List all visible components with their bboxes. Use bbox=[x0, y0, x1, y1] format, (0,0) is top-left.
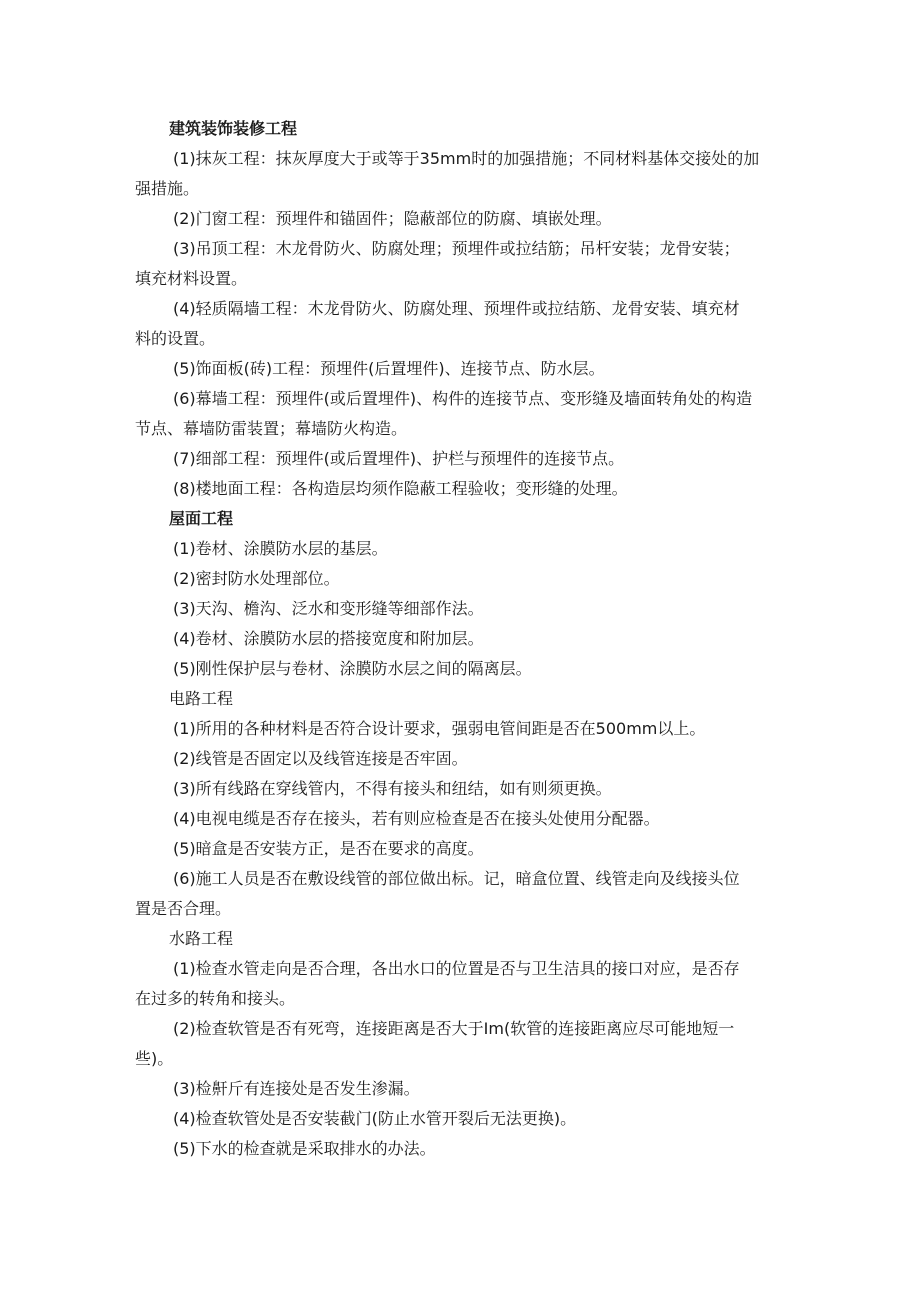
list-item: (4)检查软管处是否安装截门(防止水管开裂后无法更换)。 bbox=[173, 1109, 577, 1128]
list-item: (5)暗盒是否安装方正，是否在要求的高度。 bbox=[173, 839, 484, 858]
list-item: (2)检查软管是否有死弯，连接距离是否大于Im(软管的连接距离应尽可能地短一 bbox=[173, 1019, 735, 1038]
list-item: (5)饰面板(砖)工程：预埋件(后置埋件)、连接节点、防水层。 bbox=[173, 359, 605, 378]
list-item: (6)幕墙工程：预埋件(或后置埋件)、构件的连接节点、变形缝及墙面转角处的构造 bbox=[173, 389, 753, 408]
document-body bbox=[135, 114, 790, 1164]
section-heading: 电路工程 bbox=[169, 689, 234, 708]
section-heading: 水路工程 bbox=[169, 929, 234, 948]
list-item: (4)卷材、涂膜防水层的搭接宽度和附加层。 bbox=[173, 629, 484, 648]
list-item: (5)刚性保护层与卷材、涂膜防水层之间的隔离层。 bbox=[173, 659, 532, 678]
list-item: (1)所用的各种材料是否符合设计要求，强弱电管间距是否在500mm以上。 bbox=[173, 719, 706, 738]
list-item-continuation: 在过多的转角和接头。 bbox=[135, 989, 296, 1008]
section-decoration bbox=[135, 114, 790, 504]
list-item: (8)楼地面工程：各构造层均须作隐蔽工程验收；变形缝的处理。 bbox=[173, 479, 628, 498]
section-heading: 建筑装饰装修工程 bbox=[169, 119, 298, 138]
list-item: (2)密封防水处理部位。 bbox=[173, 569, 340, 588]
list-item-continuation: 填充材料设置。 bbox=[135, 269, 248, 288]
section-heading: 屋面工程 bbox=[169, 509, 234, 528]
section-electrical bbox=[135, 684, 790, 924]
list-item: (3)天沟、檐沟、泛水和变形缝等细部作法。 bbox=[173, 599, 484, 618]
list-item: (1)抹灰工程：抹灰厚度大于或等于35mm时的加强措施；不同材料基体交接处的加 bbox=[173, 149, 760, 168]
list-item-continuation: 强措施。 bbox=[135, 179, 200, 198]
list-item-continuation: 料的设置。 bbox=[135, 329, 216, 348]
list-item: (2)门窗工程：预埋件和锚固件；隐蔽部位的防腐、填嵌处理。 bbox=[173, 209, 612, 228]
list-item: (7)细部工程：预埋件(或后置埋件)、护栏与预埋件的连接节点。 bbox=[173, 449, 625, 468]
list-item: (6)施工人员是否在敷设线管的部位做出标。记，暗盒位置、线管走向及线接头位 bbox=[173, 869, 740, 888]
list-item: (1)检查水管走向是否合理，各出水口的位置是否与卫生洁具的接口对应，是否存 bbox=[173, 959, 740, 978]
list-item: (3)吊顶工程：木龙骨防火、防腐处理；预埋件或拉结筋；吊杆安装；龙骨安装； bbox=[173, 239, 740, 258]
list-item: (2)线管是否固定以及线管连接是否牢固。 bbox=[173, 749, 468, 768]
list-item: (3)所有线路在穿线管内，不得有接头和纽结，如有则须更换。 bbox=[173, 779, 612, 798]
list-item: (4)电视电缆是否存在接头，若有则应检查是否在接头处使用分配器。 bbox=[173, 809, 660, 828]
section-plumbing bbox=[135, 924, 790, 1164]
list-item: (4)轻质隔墙工程：木龙骨防火、防腐处理、预埋件或拉结筋、龙骨安装、填充材 bbox=[173, 299, 740, 318]
list-item: (5)下水的检查就是采取排水的办法。 bbox=[173, 1139, 436, 1158]
list-item-continuation: 置是否合理。 bbox=[135, 899, 232, 918]
list-item: (1)卷材、涂膜防水层的基层。 bbox=[173, 539, 388, 558]
section-roofing bbox=[135, 504, 790, 684]
list-item: (3)检鼾斤有连接处是否发生渗漏。 bbox=[173, 1079, 420, 1098]
list-item-continuation: 节点、幕墙防雷装置；幕墙防火构造。 bbox=[135, 419, 408, 438]
list-item-continuation: 些)。 bbox=[135, 1049, 174, 1068]
